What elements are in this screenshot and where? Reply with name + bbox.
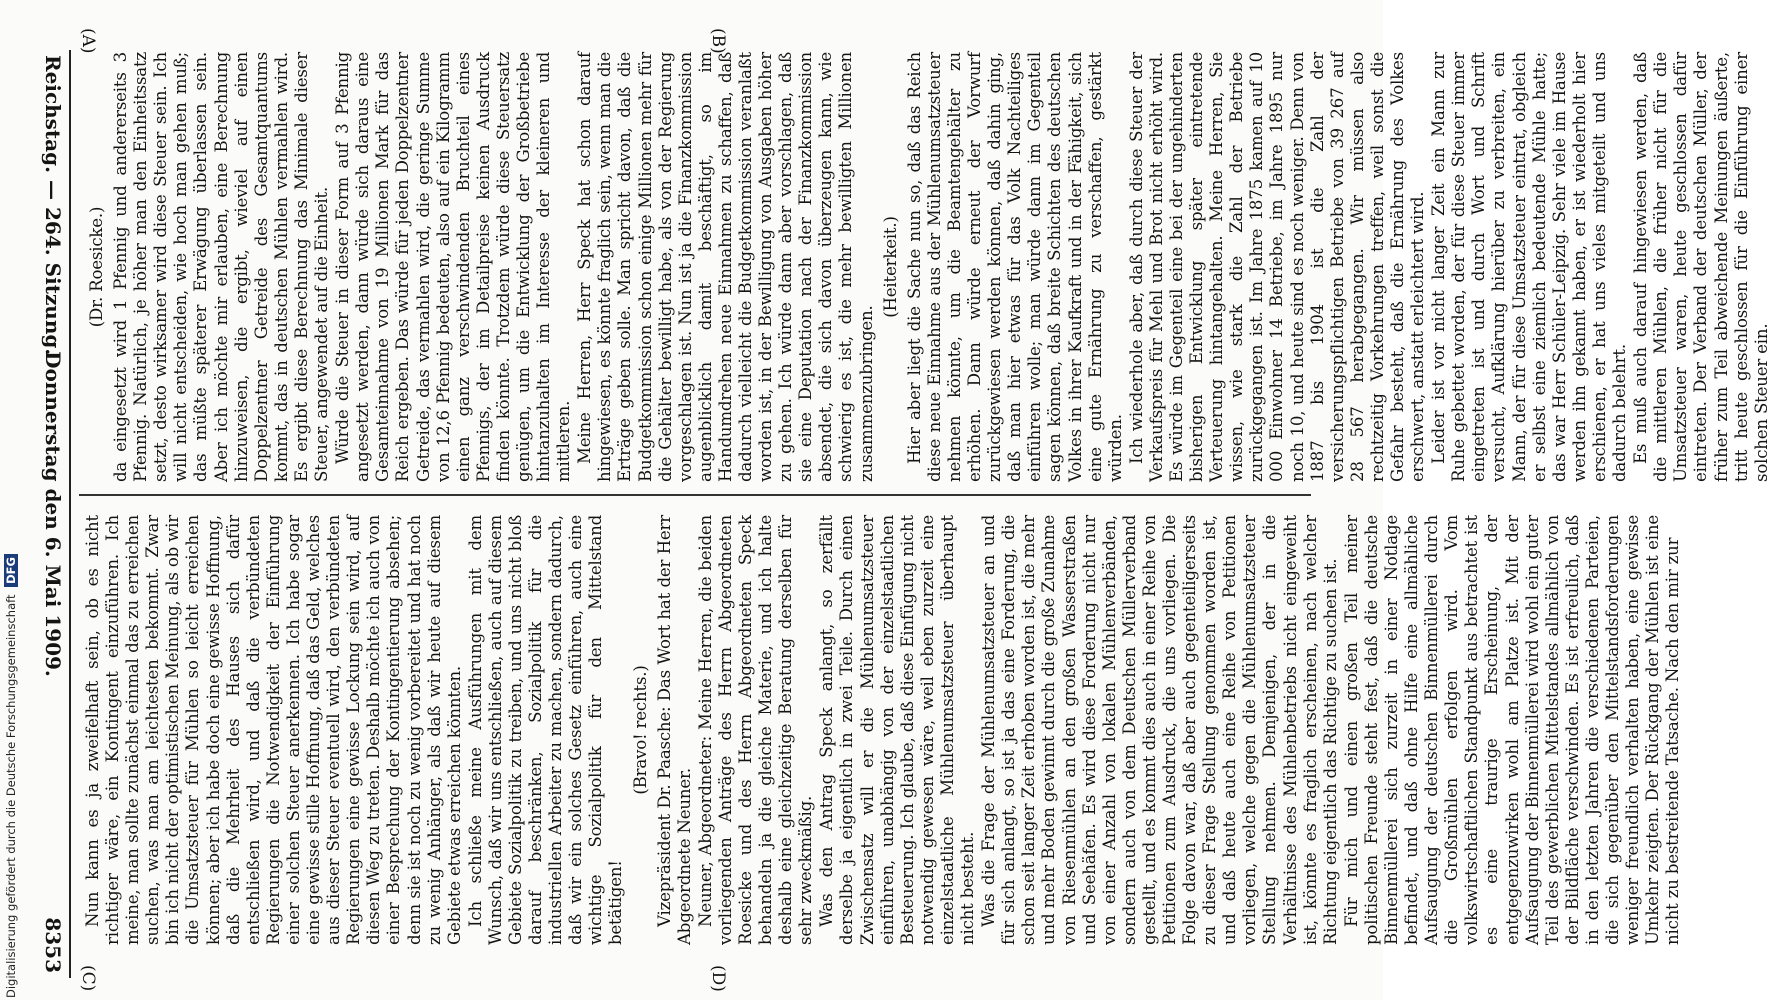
- paragraph: Meine Herren, Herr Speck hat schon darauf hingewiesen, es könnte fraglich sein, wenn man die Erträge geben solle. Man spricht davon, daß die Budgetkommission schon einige Millionen mehr für die Gehälter bewilligt habe, als von der Regierung vorgeschlagen ist. Nun ist ja die Finanzkommission augenblicklich damit beschäftigt, so im Handumdrehen neue Einnahmen zu schaffen, daß dadurch vielleicht die Budgetkommission veranlaßt worden ist, in der Bewilligung von Ausgaben höher zu gehen. Ich würde dann aber vorschlagen, daß sie eine Deputation nach der Finanzkommission absendet, die sich davon überzeugen kann, wie schwierig es ist, die mehr bewilligten Millionen zusammenzubringen.: [575, 52, 876, 482]
- paragraph: Ich wiederhole aber, daß durch diese Steuer der Verkaufspreis für Mehl und Brot nicht erhöht wird. Es würde im Gegenteil eine bei der ungehinderten bisherigen Entwicklung später eintretende Verteuerung hintangehalten. Meine Herren, Sie wissen, wie stark die Zahl der Betriebe zurückgegangen ist. Im Jahre 1875 kamen auf 10 000 Einwohner 14 Betriebe, im Jahre 1895 nur noch 10, und heute sind es noch weniger. Denn von 1887 bis 1904 ist die Zahl der versicherungspflichtigen Betriebe von 39 267 auf 28 567 herabgegangen. Wir müssen also rechtzeitig Vorkehrungen treffen, weil sonst die Gefahr besteht, daß die Ernährung des Volkes erschwert, anstatt erleichtert wird.: [1126, 52, 1428, 482]
- paragraph: Neuner, Abgeordneter: Meine Herren, die beiden vorliegenden Anträge des Herrn Abgeordneten Roesicke und des Herrn Abgeordneten Speck behandeln ja die gleiche Materie, und ich halte deshalb eine gleichzeitige Beratung derselben für sehr zweckmäßig.: [695, 515, 816, 945]
- dfg-logo: DFG: [4, 554, 18, 587]
- page-header: [37, 55, 65, 973]
- column-divider: [79, 494, 1311, 496]
- left-column: [83, 52, 1771, 482]
- paragraph: Hier aber liegt die Sache nun so, daß das Reich diese neue Einnahme aus der Mühlenumsatzsteuer nehmen könnte, um die Beamtengehälter zu erhöhen. Dann würde erneut der Vorwurf zurückgewiesen werden können, daß dahin ging, daß man hier etwas für das Volk Nachteiliges einführen wolle; man würde dann im Gegenteil sagen können, daß breite Schichten des deutschen Volkes in ihrer Kaufkraft und in der Fähigkeit, sich eine gute Ernährung zu verschaffen, gestärkt würden.: [904, 52, 1125, 482]
- header-session: Reichstag. — 264. Sitzung.: [41, 55, 65, 356]
- paragraph: Was die Frage der Mühlenumsatzsteuer an und für sich anlangt, so ist ja das eine Forderung, die schon seit langer Zeit erhoben worden ist, die mehr und mehr Boden gewinnt durch die große Zunahme von Riesenmühlen an den großen Wasserstraßen und Seehäfen. Es wird diese Forderung nicht nur von einer Anzahl von lokalen Mühlenverbänden, sondern auch von dem Deutschen Müllerverband gestellt, und es kommt dies auch in einer Reihe von Petitionen zum Ausdruck, die uns vorliegen. Die Folge davon war, daß aber auch gegenteiligerseits zu dieser Frage Stellung genommen worden ist, und daß heute auch eine Reihe von Petitionen vorliegen, welche gegen die Mühlenumsatzsteuer Stellung nehmen. Demjenigen, der in die Verhältnisse des Mühlenbetriebs nicht eingeweiht ist, könnte es fraglich erscheinen, nach welcher Richtung eigentlich das Richtige zu suchen ist.: [979, 515, 1340, 945]
- margin-mark-d: (D): [708, 965, 728, 992]
- paragraph: Es muß auch darauf hingewiesen werden, daß die mittleren Mühlen, die früher nicht für die Umsatzsteuer waren, heute geschlossen dafür eintreten. Der Verband der deutschen Müller, der früher zum Teil abweichende Meinungen äußerte, tritt heute geschlossen für die Einführung einer solchen Steuer ein.: [1631, 52, 1771, 482]
- paragraph: Ich schließe meine Ausführungen mit dem Wunsch, daß wir uns entschließen, auch auf diesem Gebiete Sozialpolitik zu treiben, und uns nicht bloß darauf beschränken, Sozialpolitik für die industriellen Arbeiter zu machen, sondern dadurch, daß wir ein solches Gesetz einführen, auch eine wichtige Sozialpolitik für den Mittelstand betätigen!: [465, 515, 626, 945]
- digitization-credit: [4, 554, 18, 998]
- interjection: (Heiterkeit.): [880, 216, 900, 318]
- paragraph: da eingesetzt wird 1 Pfennig und andererseits 3 Pfennig. Natürlich, je höher man den Einheitssatz setzt, desto wirksamer wird diese Steuer sein. Ich will nicht entscheiden, wie hoch man gehen muß; das müßte späterer Erwägung überlassen sein. Aber ich möchte mir erlauben, eine Berechnung hinzuweisen, die ergibt, wieviel auf einen Doppelzentner Getreide des Gesamtquantums kommt, das in deutschen Mühlen vermahlen wird. Es ergibt diese Berechnung das Minimale dieser Steuer, angewendet auf die Einheit.: [111, 52, 332, 482]
- paragraph: Nun kann es ja zweifelhaft sein, ob es nicht richtiger wäre, ein Kontingent einzuführen. Ich meine, man sollte zunächst einmal das zu erreichen suchen, was man am leichtesten bekommt. Zwar bin ich nicht der optimistischen Meinung, als ob wir die Umsatzsteuer für Mühlen so leicht erreichen können; aber ich habe doch eine gewisse Hoffnung, daß die Mehrheit des Hauses sich dafür entschließen wird, und daß die verbündeten Regierungen die Notwendigkeit der Einführung einer solchen Steuer anerkennen. Ich habe sogar eine gewisse stille Hoffnung, daß das Geld, welches aus dieser Steuer eventuell wird, den verbündeten Regierungen eine gewisse Lockung sein wird, auf diesen Weg zu treten. Deshalb möchte ich auch von einer Besprechung der Kontingentierung absehen; denn sie ist noch zu wenig vorbereitet und hat noch zu wenig Anhänger, als daß wir heute auf diesem Gebiete etwas erreichen könnten.: [83, 515, 464, 945]
- margin-mark-a: (A): [78, 28, 98, 54]
- header-date: Donnerstag den 6. Mai 1909.: [41, 351, 65, 677]
- paragraph: Was den Antrag Speck anlangt, so zerfällt derselbe ja eigentlich in zwei Teile. Durch einen Zwischensatz will er die Mühlenumsatzsteuer einführen, unabhängig von der einzelstaatlichen Besteuerung. Ich glaube, daß diese Einfügung nicht notwendig gewesen wäre, weil eben zurzeit eine einzelstaatliche Mühlenumsatzsteuer überhaupt nicht besteht.: [817, 515, 978, 945]
- paragraph: Leider ist vor nicht langer Zeit ein Mann zur Ruhe gebettet worden, der für diese Steuer immer eingetreten ist und durch Wort und Schrift versucht, Aufklärung hierüber zu verbreiten, ein Mann, der für diese Umsatzsteuer eintrat, obgleich er selbst eine ziemlich bedeutende Mühle hatte; das war Herr Schüler-Leipzig. Sehr viele im Hause werden ihn gekannt haben, er ist wiederholt hier erschienen, er hat uns vieles mitgeteilt und uns dadurch belehrt.: [1429, 52, 1630, 482]
- speaker-tag: (Dr. Roesicke.): [87, 206, 106, 328]
- credit-text: Digitalisierung gefördert durch die Deutsche Forschungsgemeinschaft: [4, 594, 18, 998]
- president-announcement: Vizepräsident Dr. Paasche: Das Wort hat der Herr Abgeordnete Neuner.: [654, 515, 694, 945]
- paragraph: Für mich und einen großen Teil meiner politischen Freunde steht fest, daß die deutsche Binnenmüllerei sich zurzeit in einer Notlage befindet, und daß ohne Hilfe eine allmähliche Aufsaugung der deutschen Binnenmüllerei durch die Großmühlen erfolgen wird. Vom volkswirtschaftlichen Standpunkt aus betrachtet ist es eine traurige Erscheinung, der entgegenzuwirken wohl am Platze ist. Mit der Aufsaugung der Binnenmüllerei wird wohl ein guter Teil des gewerblichen Mittelstandes allmählich von der Bildfläche verschwinden. Es ist erfreulich, daß in den letzten Jahren die verschiedenen Parteien, die sich gegenüber den Mittelstandsforderungen weniger freundlich verhalten haben, eine gewisse Umkehr zeigten. Der Rückgang der Mühlen ist eine nicht zu bestreitende Tatsache. Nach den mir zur: [1341, 515, 1683, 945]
- margin-mark-c: (C): [78, 965, 98, 992]
- right-column: [83, 515, 1683, 945]
- margin-mark-b: (B): [708, 28, 728, 54]
- interjection: (Bravo! rechts.): [630, 665, 650, 795]
- header-rule: [69, 50, 71, 978]
- paragraph: Würde die Steuer in dieser Form auf 3 Pfennig angesetzt werden, dann würde sich daraus eine Gesamteinnahme von 19 Millionen Mark für das Reich ergeben. Das würde für jeden Doppelzentner Getreide, das vermahlen wird, die geringe Summe von 12,6 Pfennig bedeuten, also auf ein Kilogramm einen ganz verschwindenden Bruchteil eines Pfennigs, der im Detailpreise keinen Ausdruck finden könnte. Trotzdem würde diese Steuersatz genügen, um die Entwicklung der Großbetriebe hintanzuhalten im Interesse der kleineren und mittleren.: [333, 52, 574, 482]
- page-number: 8353: [41, 917, 65, 973]
